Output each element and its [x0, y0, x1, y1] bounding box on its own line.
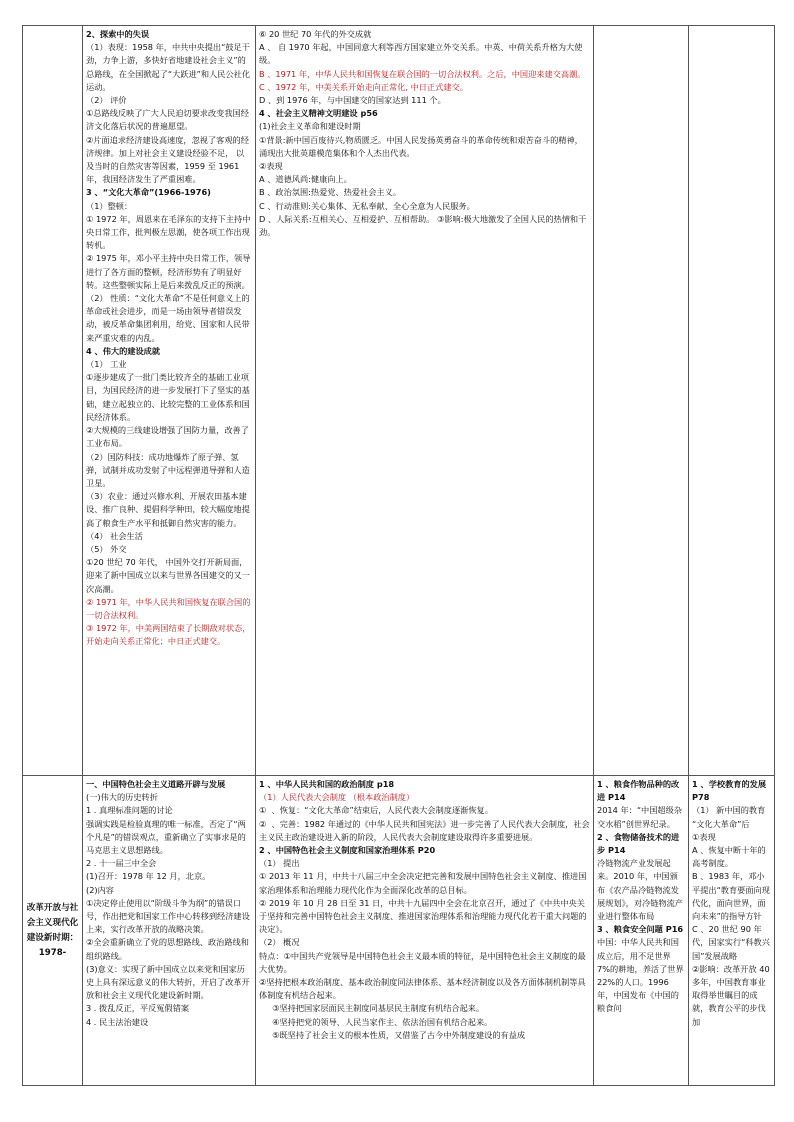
text-line: ①20 世纪 70 年代， 中国外交打开新局面，迎来了新中国成立以来与世界各国建交的又一次高潮。	[86, 557, 250, 594]
table-row	[23, 26, 775, 776]
text-line: （1）人民代表大会制度 （根本政治制度）	[259, 792, 415, 803]
text-line: （1）整顿：	[86, 200, 133, 211]
text-line: C 、20 世纪 90 年代，国家实行“科教兴国”发展战略	[692, 924, 770, 961]
text-line: A 、道德风尚:健康向上。	[259, 174, 352, 185]
text-line: 强调实践是检验真理的唯一标准，否定了“两个凡是”的错误观点，重新确立了实事求是的马克思主义思想路线。	[86, 818, 246, 856]
text-line: （1） 提出	[259, 858, 300, 869]
table-row	[23, 776, 775, 1086]
text-line: 2、探索中的失误	[86, 29, 150, 39]
text-line: 特点：①中国共产党领导是中国特色社会主义最本质的特征，是中国特色社会主义制度的最大优势。	[259, 950, 586, 974]
text-line: （2） 性质：“文化大革命”不是任何意义上的革命或社会进步，而是一场由领导者错误发动，被反革命集团利用，给党、国家和人民带来严重灾难的内乱。	[86, 293, 250, 343]
text-line: 3 、粮食安全问题 P16	[597, 924, 684, 935]
text-line: ① 1972 年，周恩来在毛泽东的支持下主持中央日常工作，批判极左思潮，使各项工作出现转机。	[86, 213, 251, 251]
text-line: C 、1972 年，中美关系开始走向正常化, 中日正式建交。	[259, 81, 468, 92]
text-line: ③ 1972 年，中美两国结束了长期敌对状态，开始走向关系正常化；中日正式建交。	[86, 623, 251, 647]
text-line: D 、人际关系:互相关心、互相爱护、互相帮助。 ③影响:极大地激发了全国人民的热情和干劲。	[259, 213, 587, 238]
text-line: 3 、“文化大革命”(1966-1976)	[86, 187, 211, 198]
text-line: 3 . 拨乱反正，平反冤假错案	[86, 1003, 190, 1014]
text-line: B 、政治氛围:热爱党、热爱社会主义。	[259, 187, 401, 198]
text-line: ②坚持把根本政治制度、基本政治制度同法律体系、基本经济制度以及各方面体制机制等具体制度有机结合起来。	[259, 977, 586, 1001]
text-line: （2） 概况	[259, 937, 300, 948]
notes-table	[22, 25, 775, 1086]
text-line: A 、 自 1970 年起，中国同意大利等西方国家建立外交关系。中英、中荷关系升格为大使级。	[259, 42, 583, 66]
text-line: 1 、学校教育的发展 P78	[692, 779, 769, 803]
text-line: 一、中国特色社会主义道路开辟与发展	[86, 779, 226, 789]
text-line: ②影响：改革开放 40 多年，中国教育事业取得举世瞩目的成就，教育公平的步伐加	[692, 963, 773, 1027]
cell-row1-col2	[83, 26, 256, 776]
text-line: 2014 年：“中国超级杂交水稻”创世界纪录。	[597, 805, 682, 829]
text-line: ④坚持把党的领导、人民当家作主、依法治国有机结合起来。	[272, 1016, 493, 1027]
text-line: ①逐步建成了一批门类比较齐全的基础工业项目，为国民经济的进一步发展打下了坚实的基础，建立起独立的、比较完整的工业体系和国民经济体系。	[86, 372, 250, 422]
text-line: (一)伟大的历史转折	[86, 792, 158, 803]
text-line: （5） 外交	[86, 543, 127, 554]
text-line: 4 . 民主法治建设	[86, 1016, 149, 1027]
period-cell-empty	[23, 26, 83, 776]
text-line: 2 、中国特色社会主义制度和国家治理体系 P20	[259, 845, 436, 856]
text-line: 2 . 十一届三中全会	[86, 858, 157, 869]
text-line: （2） 评价	[86, 95, 127, 106]
cell-row2-col3	[256, 776, 594, 1086]
text-line: C 、行动准则:关心集体、无私奉献、全心全意为人民服务。	[259, 200, 475, 211]
text-line: B 、1971 年，中华人民共和国恢复在联合国的一切合法权利。之后，中国迎来建交高潮。	[259, 68, 586, 79]
text-line: ①背景:新中国百废待兴,物质匮乏。中国人民发扬英勇奋斗的革命传统和艰苦奋斗的精神，涌现出大批英雄模范集体和个人杰出代表。	[259, 134, 583, 158]
text-line: ⑤既坚持了社会主义的根本性质，又借鉴了古今中外制度建设的有益成	[272, 1029, 526, 1040]
text-line: ① 2013 年 11 月，中共十八届三中全会决定把完善和发展中国特色社会主义制度、推进国家治理体系和治理能力现代化作为全面深化改革的总目标。	[259, 871, 587, 895]
text-line: ②大规模的三线建设增强了国防力量，改善了工业布局。	[86, 425, 249, 449]
text-line: ① 、恢复：“文化大革命”结束后，人民代表大会制度逐渐恢复。	[259, 805, 493, 816]
text-line: A 、恢复中断十年的高考制度。	[692, 845, 766, 869]
text-line: （1） 新中国的教育	[692, 805, 766, 816]
text-line: 冷链物流产业发展起来。2010 年，中国颁布《农产品冷链物流发展规划》，对冷链物流产业进行整体布局	[597, 858, 683, 922]
text-line: ②表现	[259, 161, 283, 172]
text-line: ①表现	[692, 831, 716, 842]
text-line: 2 、食物储备技术的进步 P14	[597, 831, 680, 856]
text-line: (1)召开：1978 年 12 月，北京。	[86, 871, 211, 882]
text-line: 1 . 真理标准问题的讨论	[86, 805, 173, 816]
text-line: （2）国防科技：成功地爆炸了原子弹、氢弹，试制并成功发射了中远程弹道导弹和人造卫星。	[86, 451, 250, 488]
text-line: ② 1975 年，邓小平主持中央日常工作，领导进行了各方面的整顿，经济形势有了明显好转。这些整顿实际上是后来拨乱反正的预演。	[86, 253, 251, 290]
cell-row1-col4	[594, 26, 689, 776]
text-line: 1 、中华人民共和国的政治制度 p18	[259, 779, 395, 789]
text-line: ② 、完善：1982 年通过的《中华人民共和国宪法》进一步完善了人民代表大会制度，社会主义民主政治建设进入新的阶段，人民代表大会制度建设取得许多重要进展。	[259, 818, 590, 842]
text-line: ② 2019 年 10 月 28 日至 31 日，中共十九届四中全会在北京召开，通过了《中共中央关于坚持和完善中国特色社会主义制度、推进国家治理体系和治理能力现代化若干重大问题的决定》。	[259, 897, 587, 935]
period-label: 改革开放与社会主义现代化建设新时期：1978-	[26, 902, 79, 958]
text-line: （1） 工业	[86, 359, 127, 370]
cell-row2-col4	[594, 776, 689, 1086]
text-line: （3）农业：通过兴修水利、开展农田基本建设、推广良种、提倡科学种田，较大幅度地提高了粮食生产水平和抵御自然灾害的能力。	[86, 491, 250, 528]
text-line: ③坚持把国家层面民主制度同基层民主制度有机结合起来。	[272, 1003, 485, 1014]
text-line: ②全会重新确立了党的思想路线、政治路线和组织路线。	[86, 937, 249, 961]
text-line: ①总路线反映了广大人民迫切要求改变我国经济文化落后状况的普遍愿望。	[86, 108, 249, 132]
text-line: ①决定停止使用以“阶级斗争为纲”的错误口号，作出把党和国家工作中心转移到经济建设上来，实行改革开放的战略决策。	[86, 897, 250, 935]
text-line: （4） 社会生活	[86, 530, 143, 541]
text-line: ⑥ 20 世纪 70 年代的外交成就	[259, 29, 372, 39]
text-line: ②片面追求经济建设高速度，忽视了客观的经济规律。加上对社会主义建设经验不足， 以及当时的自然灾害等因素，1959 至 1961 年，我国经济发生了严重困难。	[86, 134, 249, 185]
cell-row1-col5	[689, 26, 775, 776]
text-line: （1）表现：1958 年，中共中央提出“鼓足干劲，力争上游，多快好省地建设社会主义”的总路线，在全国掀起了“大跃进”和人民公社化运动。	[86, 42, 251, 92]
text-line: (1)社会主义革命和建设时期	[259, 121, 361, 132]
text-line: 中国：中华人民共和国成立后，用不足世界 7%的耕地，养活了世界 22%的人口。1996 年，中国发布《中国的粮食问	[597, 937, 687, 1014]
text-line: 4 、伟大的建设成就	[86, 345, 161, 356]
cell-row1-col3	[256, 26, 594, 776]
text-line: D 、到 1976 年，与中国建交的国家达到 111 个。	[259, 95, 446, 106]
cell-row2-col5	[689, 776, 775, 1086]
period-cell	[23, 776, 83, 1086]
text-line: “文化大革命”后	[692, 818, 750, 829]
text-line: (3)意义：实现了新中国成立以来党和国家历史上具有深远意义的伟大转折，开启了改革开放和社会主义现代化建设新时期。	[86, 963, 250, 1001]
text-line: B 、1983 年，邓小平提出“教育要面向现代化，面向世界，面向未来”的指导方针	[692, 871, 770, 922]
text-line: ② 1971 年，中华人民共和国恢复在联合国的一切合法权利。	[86, 596, 251, 620]
cell-row2-col2	[83, 776, 256, 1086]
text-line: 4 、社会主义精神文明建设 p56	[259, 108, 378, 119]
text-line: 1 、粮食作物品种的改进 P14	[597, 779, 680, 803]
text-line: (2)内容	[86, 884, 114, 895]
